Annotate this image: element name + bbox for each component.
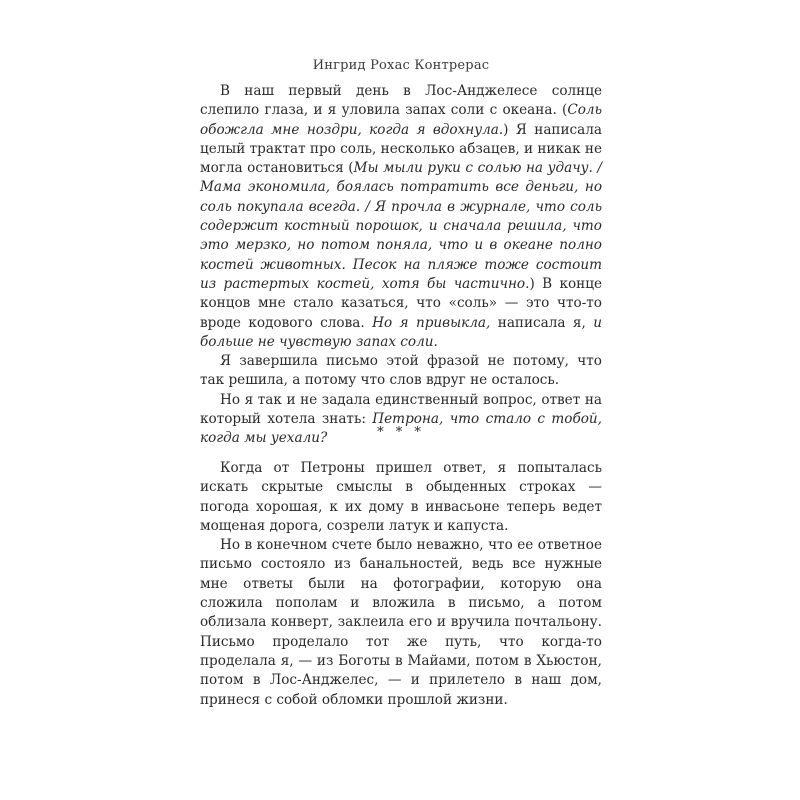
text-run: написала я, — [490, 314, 594, 331]
text-run: Но я так и не задала единственный вопрос, ответ на который хотела знать: — [200, 391, 602, 428]
italic-text-run: Петрона, что стало с тобой, когда мы уехали? — [200, 411, 602, 447]
italic-text-run: Но я привыкла, — [372, 314, 491, 331]
text-run: ) Я написала целый трактат про соль, несколько абзацев, и никак не могла остановиться ( — [200, 121, 603, 177]
italic-text-run: Соль обожгла мне ноздри, когда я вдохнула. — [200, 102, 602, 138]
paragraph: Я завершила письмо этой фразой не потому, что так решила, а потому что слов вдруг не осталось. — [200, 353, 602, 389]
text-run: В наш первый день в Лос-Анджелесе солнце слепило глаза, и я уловила запах соли с океана. ( — [200, 83, 602, 119]
paragraph: Когда от Петроны пришел ответ, я попыталась искать скрытые смыслы в обыденных строках — погода хорошая, к их дому в инвасьоне теперь ведет мощеная дорога, созрели латук и капуста. — [200, 460, 602, 534]
section-separator: * * * — [377, 425, 425, 440]
running-head-author: Ингрид Рохас Контрерас — [312, 58, 490, 73]
text-section-2 — [200, 459, 602, 710]
text-section-1 — [200, 82, 602, 449]
paragraph — [200, 82, 602, 352]
italic-text-run: и больше не чувствую запах соли. — [200, 314, 603, 350]
paragraph: Но в конечном счете было неважно, что ее ответное письмо состояло из банальностей, ведь все нужные мне ответы были на фотографии, которую она сложила пополам и вложила в письмо, а потом облизала конверт, заклеила его и вручила почтальону. Письмо проделало тот же путь, что когда-то проделала я, — из Боготы в Майами, потом в Хьюстон, потом в Лос-Анджелес, — и прилетело в наш дом, принеся с собой обломки прошлой жизни. — [200, 537, 602, 708]
italic-text-run: Мы мыли руки с солью на удачу. / Мама экономила, боялась потратить все деньги, но соль покупала всегда. / Я прочла в журнале, что соль содержит костный порошок, и сначала решила, что это мерзко, но потом поняла, что и в океане полно костей животных. Песок на пляже тоже состоит из растертых костей, хотя бы частично. — [200, 160, 603, 292]
text-run: ) В конце концов мне стало казаться, что «соль» — это что-то вроде кодового слова. — [200, 275, 602, 331]
